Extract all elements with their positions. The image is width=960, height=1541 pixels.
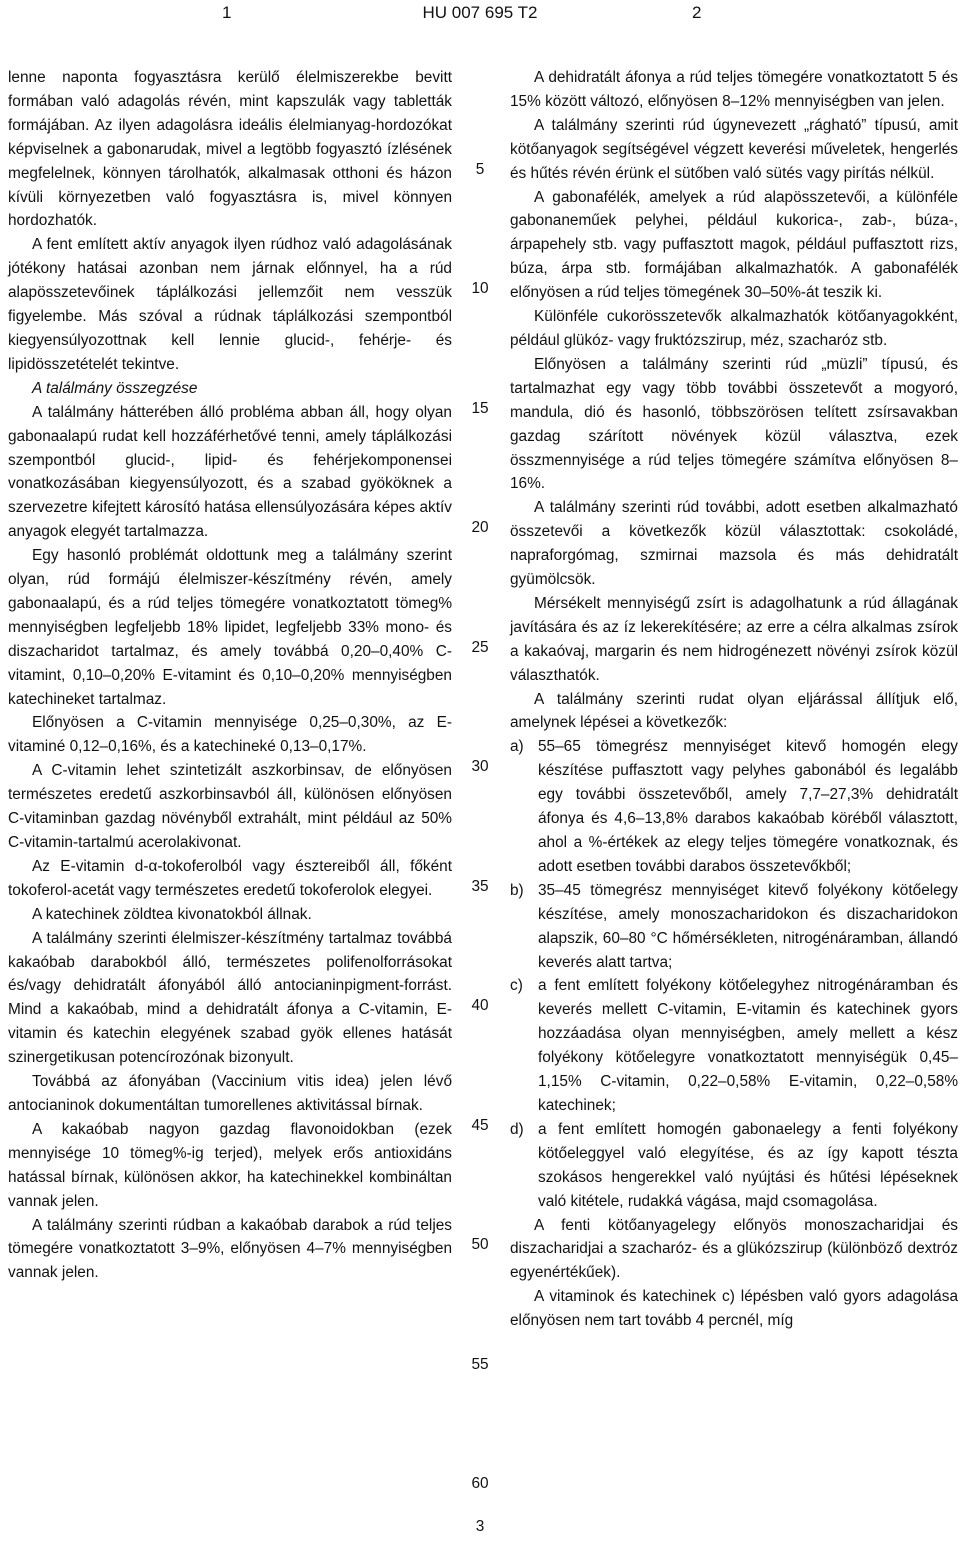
left-column — [8, 66, 452, 1285]
paragraph: A találmány hátterében álló probléma abban áll, hogy olyan gabonaalapú rudat kell hozzáférhetővé tenni, amely táplálkozási szempontból glucid-, lipid- és fehérjekomponensei vonatkozásában kiegyensúlyozott, és a szabad gyököknek a szervezetre kifejtett károsító hatása ellensúlyozására képes aktív anyagok elegyét tartalmazza. — [8, 403, 452, 541]
paragraph: A gabonafélék, amelyek a rúd alapösszetevői, a különféle gabonaneműek pelyhei, például kukorica-, zab-, búza-, árpapehely stb. vagy puffasztott magok, például puffasztott rizs, búza, árpa stb. formájában alkalmazhatók. A gabonafélék előnyösen a rúd teljes tömegének 30–50%-át teszik ki. — [510, 188, 958, 302]
document-id: HU 007 695 T2 — [422, 3, 538, 22]
list-marker: d) — [510, 1120, 524, 1138]
paragraph: Előnyösen a találmány szerinti rúd „müzli” típusú, és tartalmazhat egy vagy több további összetevőt a mogyoró, mandula, dió és hasonló, többszörösen telített zsírsavakban gazdag szárított növények közül választva, ezek összmennyisége a rúd teljes tömegére számítva előnyösen 8–16%. — [510, 355, 958, 493]
paragraph: A dehidratált áfonya a rúd teljes tömegére vonatkoztatott 5 és 15% között változó, előnyösen 8–12% mennyiségben van jelen. — [510, 69, 958, 110]
list-item-text: 55–65 tömegrész mennyiséget kitevő homogén elegy készítése puffasztott vagy pelyhes gabonából és legalább egy további összetevőből, amely 7,7–27,3% dehidratált áfonya és 4,6–13,8% darabos kakaóbab köréből választott, ahol a %-értékek az elegy teljes tömegére vonatkoznak, és adott esetben további darabos összetevőkből; — [538, 738, 958, 875]
paragraph: A kakaóbab nagyon gazdag flavonoidokban (ezek mennyisége 10 tömeg%-ig terjed), melyek erős antioxidáns hatással bírnak, különösen akkor, ha katechinekkel kombináltan vannak jelen. — [8, 1120, 452, 1210]
paragraph: A találmány szerinti élelmiszer-készítmény tartalmaz továbbá kakaóbab darabokból álló, természetes polifenolforrásokat és/vagy dehidratált áfonyából álló antocianinpigment-forrást. Mind a kakaóbab, mind a dehidratált áfonya a C-vitamin, E-vitamin és katechin elegyének szabad gyök ellenes hatását szinergetikusan potencírozónak bizonyult. — [8, 929, 452, 1067]
list-marker: b) — [510, 881, 524, 899]
line-number: 30 — [471, 758, 489, 775]
footer-page-number: 3 — [475, 1518, 485, 1535]
list-item-text: a fent említett folyékony kötőelegyhez nitrogénáramban és keverés mellett C-vitamin, E-vitamin és katechinek gyors hozzáadása olyan mennyiségben, amely mellett a kész folyékony kötőelegyre vonatkoztatott mennyiségük 0,45–1,15% C-vitamin, 0,22–0,58% E-vitamin, 0,22–0,58% katechinek; — [538, 977, 958, 1114]
page-header — [0, 0, 960, 36]
line-number: 55 — [471, 1356, 489, 1373]
paragraph: A vitaminok és katechinek c) lépésben való gyors adagolása előnyösen nem tart tovább 4 percnél, míg — [510, 1288, 958, 1330]
paragraph: A találmány szerinti rúdban a kakaóbab darabok a rúd teljes tömegére vonatkoztatott 3–9%, előnyösen 4–7% mennyiségben vannak jelen. — [8, 1216, 452, 1282]
paragraph: Különféle cukorösszetevők alkalmazhatók kötőanyagokként, például glükóz- vagy fruktózszirup, méz, szacharóz stb. — [510, 308, 958, 349]
list-marker: c) — [510, 977, 523, 995]
line-number: 45 — [471, 1117, 489, 1134]
line-number: 60 — [471, 1475, 489, 1492]
line-number: 40 — [471, 997, 489, 1014]
left-page-number: 1 — [222, 3, 232, 22]
list-item — [510, 1118, 958, 1214]
paragraph: A találmány szerinti rúd további, adott esetben alkalmazható összetevői a következők közül választottak: csokoládé, napraforgómag, szmirnai mazsola és más dehidratált gyümölcsök. — [510, 499, 958, 589]
list-item-text: 35–45 tömegrész mennyiséget kitevő folyékony kötőelegy készítése, amely monoszacharidokon és diszacharidokon alapszik, 60–80 °C hőmérsékleten, nitrogénáramban, állandó keverés alatt tartva; — [538, 881, 958, 971]
list-item — [510, 735, 958, 878]
list-marker: a) — [510, 738, 524, 756]
right-page-number: 2 — [692, 3, 702, 22]
line-number: 15 — [471, 400, 489, 417]
paragraph: Továbbá az áfonyában (Vaccinium vitis idea) jelen lévő antocianinok dokumentáltan tumorellenes aktivitással bírnak. — [8, 1073, 452, 1114]
list-item-text: a fent említett homogén gabonaelegy a fenti folyékony kötőeleggyel való elegyítése, és az így kapott tészta szokásos hengerekkel való nyújtási és hűtési lépéseknek való kitétele, rudakká vágása, majd csomagolása. — [538, 1120, 958, 1210]
right-column — [510, 66, 958, 1333]
paragraph: Az E-vitamin d-α-tokoferolból vagy észtereiből áll, főként tokoferol-acetát vagy természetes eredetű tokoferolok elegyei. — [8, 857, 452, 899]
paragraph: Előnyösen a C-vitamin mennyisége 0,25–0,30%, az E-vitaminé 0,12–0,16%, és a katechineké 0,13–0,17%. — [8, 714, 452, 756]
paragraph: Mérsékelt mennyiségű zsírt is adagolhatunk a rúd állagának javítására és az íz lekerekítésére; az erre a célra alkalmas zsírok a kakaóvaj, margarin és nem hidrogénezett növényi zsírok közül választhatók. — [510, 594, 958, 684]
line-number: 5 — [475, 161, 485, 178]
paragraph: A találmány szerinti rudat olyan eljárással állítjuk elő, amelynek lépései a következők: — [510, 690, 958, 732]
line-number: 10 — [471, 280, 489, 297]
line-number: 20 — [471, 519, 489, 536]
section-title: A találmány összegzése — [32, 379, 198, 397]
list-item — [510, 974, 958, 1117]
paragraph: A katechinek zöldtea kivonatokból állnak. — [32, 905, 312, 923]
paragraph: lenne naponta fogyasztásra kerülő élelmiszerekbe bevitt formában való adagolás révén, mint kapszulák vagy tabletták formájában. Az ilyen adagolásra ideális élelmianyag-hordozókat képviselnek a gabonarudak, mivel a legtöbb fogyasztó ízlésének megfelelnek, könnyen tárolhatók, alkalmasak otthoni és házon kívüli környezetben való fogyasztásra is, mivel könnyen hordozhatók. — [8, 69, 452, 230]
line-number: 35 — [471, 878, 489, 895]
paragraph: Egy hasonló problémát oldottunk meg a találmány szerint olyan, rúd formájú élelmiszer-készítmény révén, amely gabonaalapú, és a rúd teljes tömegére vonatkoztatott tömeg% mennyiségben legfeljebb 18% lipidet, legfeljebb 33% mono- és diszacharidot tartalmaz, és amely továbbá 0,20–0,40% C-vitamint, 0,10–0,20% E-vitamint és 0,10–0,20% mennyiségben katechineket tartalmaz. — [8, 547, 452, 708]
paragraph: A találmány szerinti rúd úgynevezett „rágható” típusú, amit kötőanyagok segítségével végzett keverési műveletek, hengerlés és hűtés révén érünk el sütőben való sütés vagy pirítás nélkül. — [510, 116, 958, 182]
list-item — [510, 879, 958, 975]
line-number: 50 — [471, 1236, 489, 1253]
process-steps-list — [510, 735, 958, 1213]
line-number: 25 — [471, 639, 489, 656]
paragraph: A C-vitamin lehet szintetizált aszkorbinsav, de előnyösen természetes eredetű aszkorbinsavból áll, különösen előnyösen C-vitaminban gazdag növényből extrahált, mint például az 50% C-vitamin-tartalmú acerolakivonat. — [8, 762, 452, 851]
paragraph: A fent említett aktív anyagok ilyen rúdhoz való adagolásának jótékony hatásai azonban nem járnak előnnyel, ha a rúd alapösszetevőinek táplálkozási jellemzőit nem vesszük figyelembe. Más szóval a rúdnak táplálkozási szempontból kiegyensúlyozottnak kell lennie glucid-, fehérje- és lipidösszetételét tekintve. — [8, 236, 452, 373]
paragraph: A fenti kötőanyagelegy előnyös monoszacharidjai és diszacharidjai a szacharóz- és a glükózszirup (különböző dextróz egyenértékűek). — [510, 1216, 958, 1282]
